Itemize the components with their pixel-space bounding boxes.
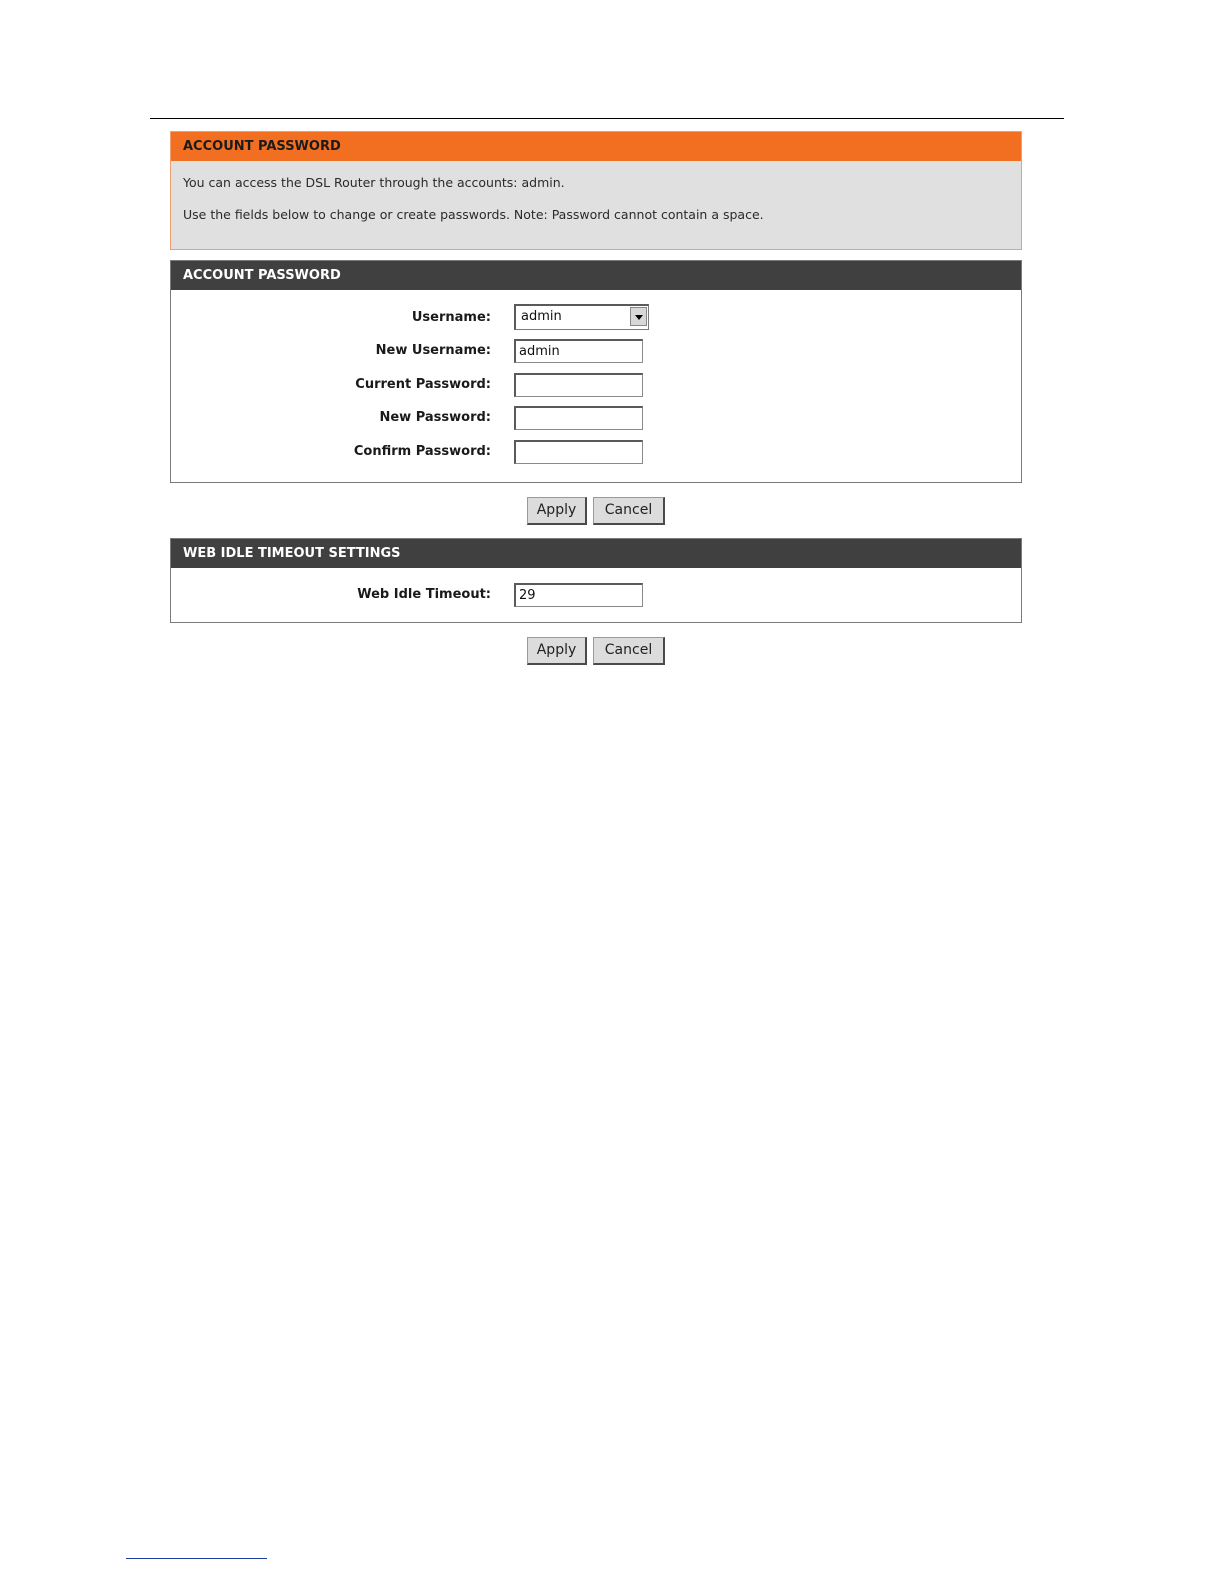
new-username-row <box>171 337 1021 365</box>
account-password-panel <box>170 260 1022 483</box>
new-username-input[interactable] <box>514 339 643 363</box>
info-panel-body <box>171 161 1021 223</box>
timeout-cancel-button[interactable]: Cancel <box>593 637 665 665</box>
web-idle-timeout-row <box>171 581 1021 609</box>
account-apply-button[interactable]: Apply <box>527 497 587 525</box>
username-label: Username: <box>411 310 491 325</box>
timeout-panel-title: WEB IDLE TIMEOUT SETTINGS <box>171 539 1021 568</box>
footnote-divider <box>126 1558 267 1559</box>
top-divider <box>150 118 1064 119</box>
web-idle-timeout-label: Web Idle Timeout: <box>357 587 491 602</box>
web-idle-timeout-input[interactable] <box>514 583 643 607</box>
username-select[interactable] <box>514 304 649 330</box>
info-line-accounts: You can access the DSL Router through the accounts: admin. <box>183 175 565 190</box>
confirm-password-label: Confirm Password: <box>353 444 491 459</box>
web-idle-timeout-panel <box>170 538 1022 623</box>
info-panel-title: ACCOUNT PASSWORD <box>171 132 1021 161</box>
chevron-down-icon[interactable] <box>630 307 647 326</box>
username-select-value: admin <box>521 309 562 324</box>
current-password-input[interactable] <box>514 373 643 397</box>
account-password-info-panel <box>170 131 1022 250</box>
info-line-note: Use the fields below to change or create passwords. Note: Password cannot contain a space. <box>183 207 764 222</box>
current-password-label: Current Password: <box>355 377 491 392</box>
confirm-password-row <box>171 438 1021 466</box>
account-cancel-button[interactable]: Cancel <box>593 497 665 525</box>
confirm-password-input[interactable] <box>514 440 643 464</box>
new-password-input[interactable] <box>514 406 643 430</box>
new-username-label: New Username: <box>375 343 491 358</box>
current-password-row <box>171 371 1021 399</box>
timeout-apply-button[interactable]: Apply <box>527 637 587 665</box>
new-password-label: New Password: <box>379 410 491 425</box>
username-row <box>171 304 1021 332</box>
new-password-row <box>171 404 1021 432</box>
account-panel-title: ACCOUNT PASSWORD <box>171 261 1021 290</box>
